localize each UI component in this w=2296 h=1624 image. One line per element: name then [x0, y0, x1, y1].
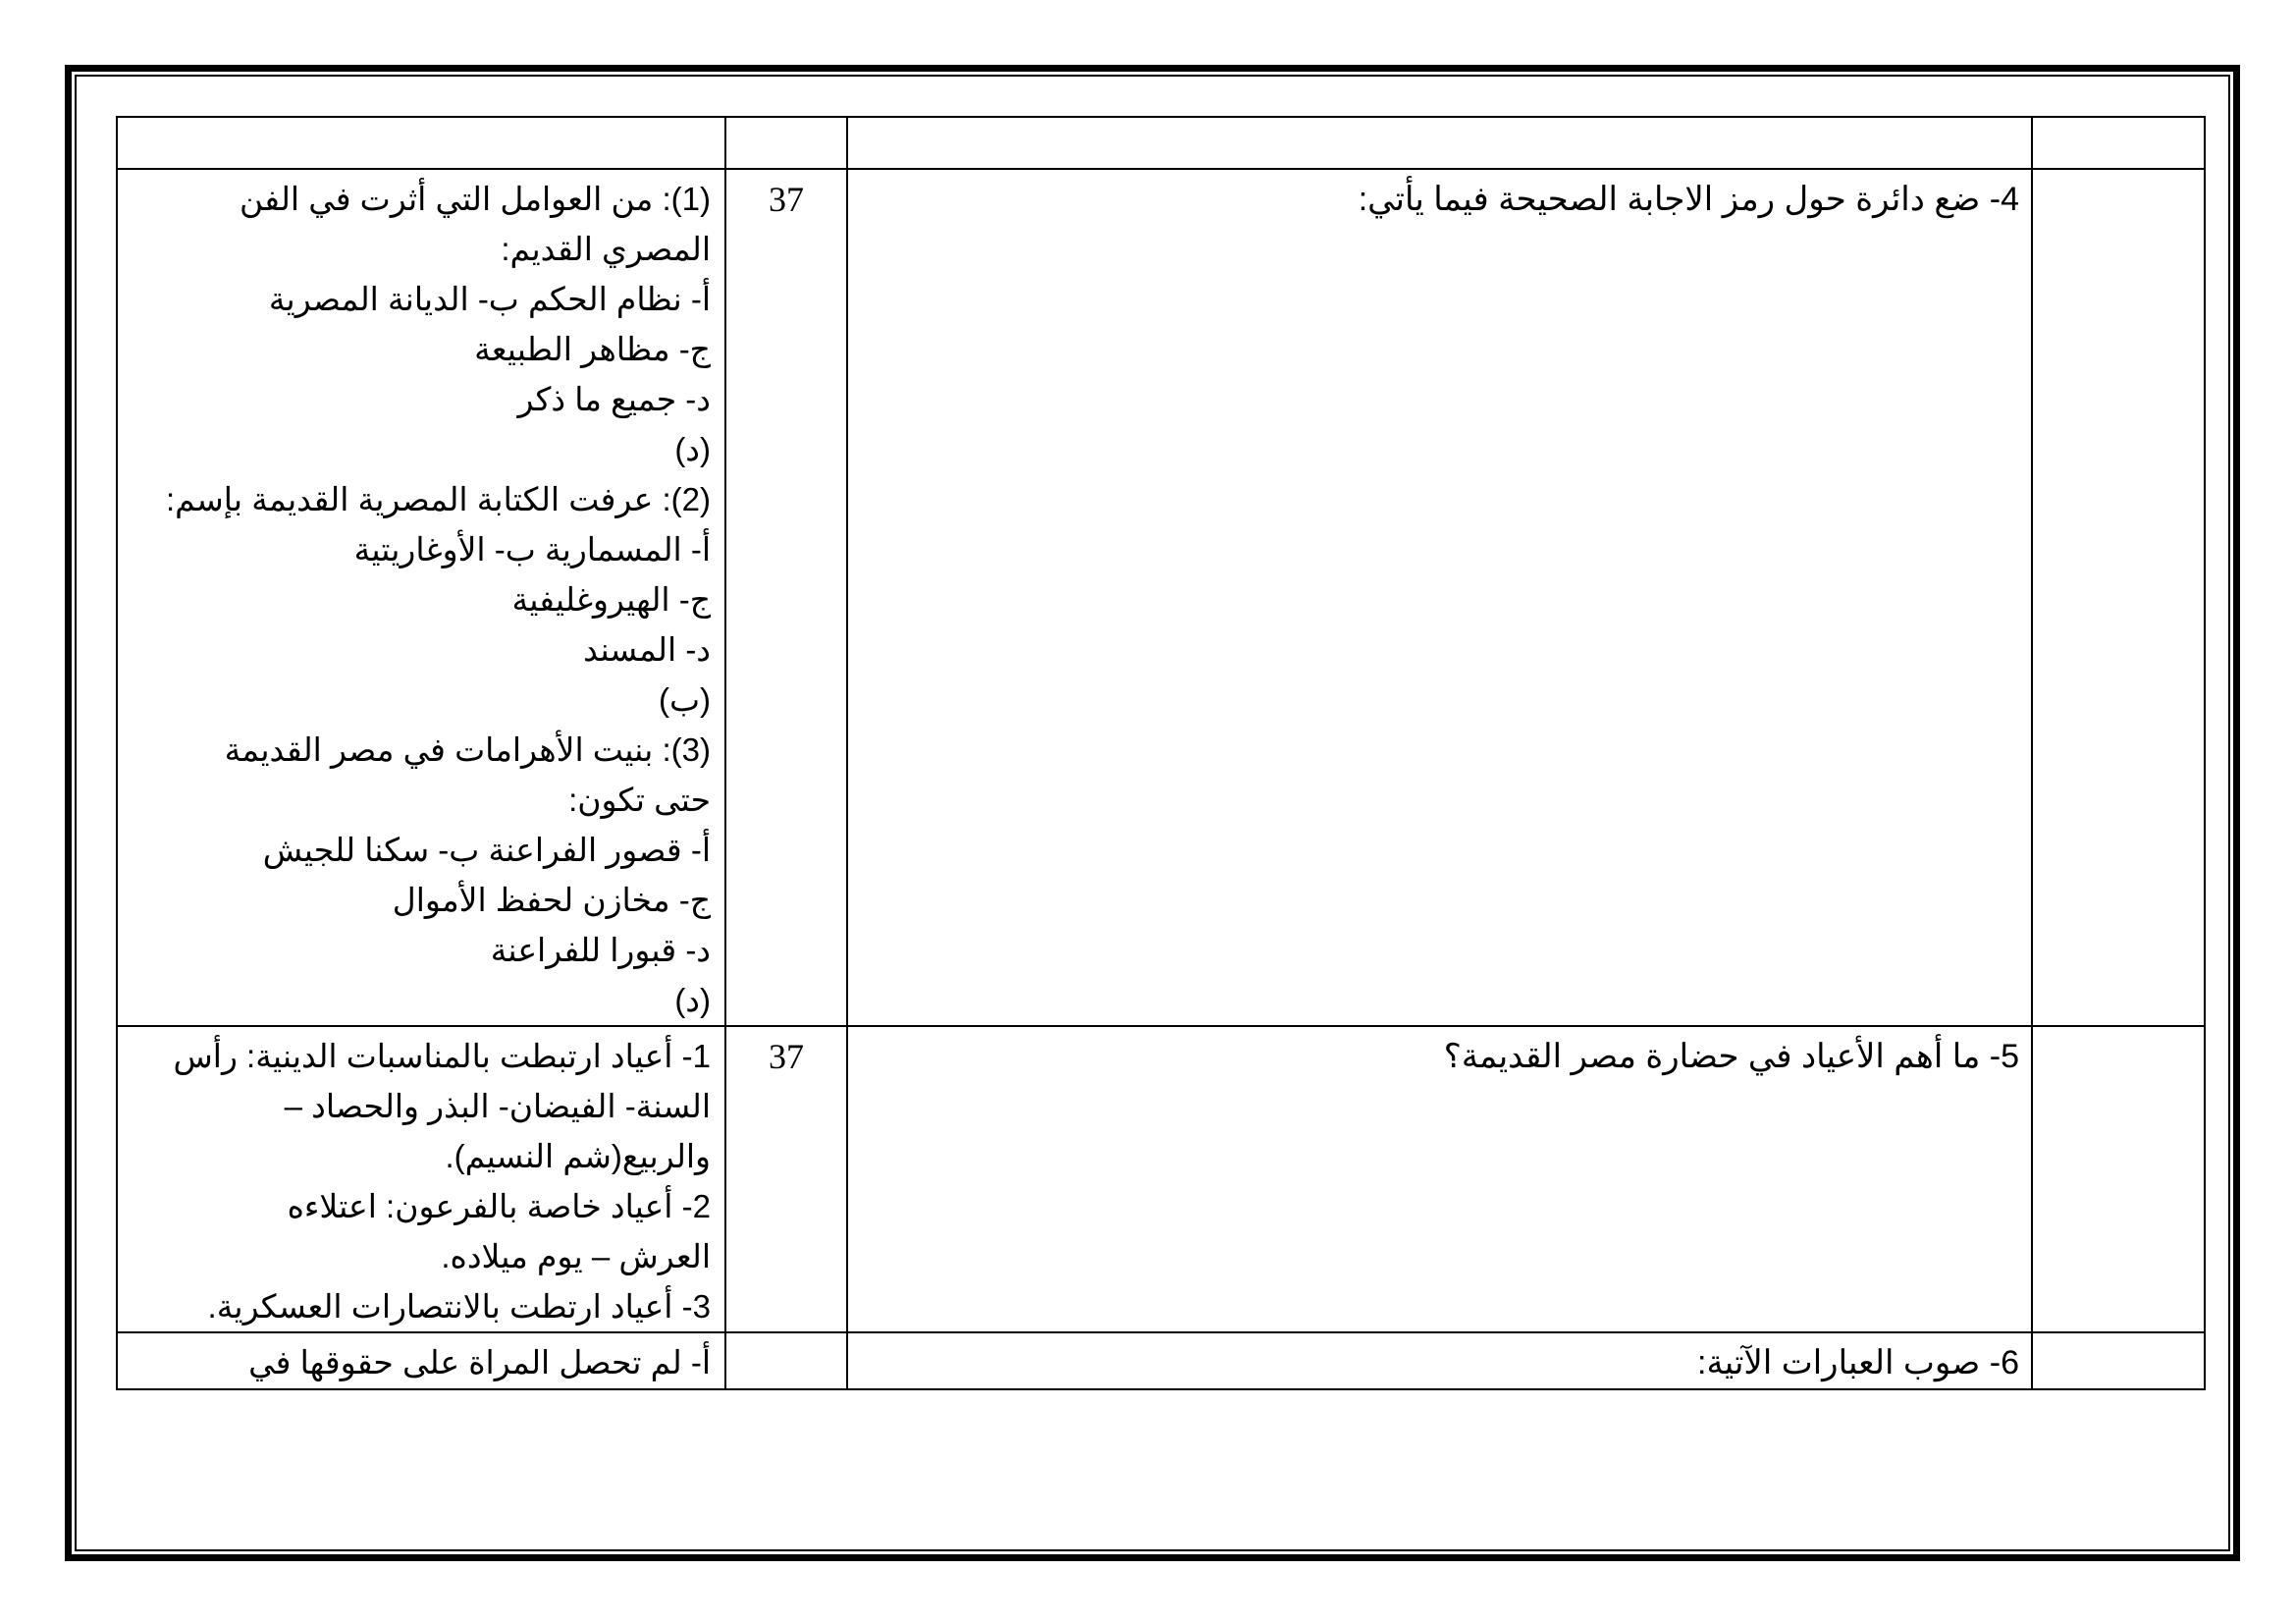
- answer-line: ج- مخازن لحفظ الأموال: [392, 882, 711, 918]
- answer-line: المصري القديم:: [501, 231, 711, 267]
- row-number-cell: [2032, 1332, 2205, 1389]
- answer-line: (3): بنيت الأهرامات في مصر القديمة: [224, 731, 711, 768]
- page-number-cell: 37: [725, 1026, 847, 1332]
- answer-line: أ- نظام الحكم ب- الديانة المصرية: [268, 281, 711, 317]
- row-number-cell: [2032, 117, 2205, 169]
- answer-cell: [117, 1026, 725, 1332]
- answer-line: أ- المسمارية ب- الأوغاريتية: [353, 531, 711, 568]
- answer-key-table: [116, 116, 2204, 1384]
- answer-line: أ- لم تحصل المراة على حقوقها في: [248, 1344, 711, 1380]
- answer-line: (1): من العوامل التي أثرت في الفن: [240, 181, 711, 217]
- row-number-cell: [2032, 1026, 2205, 1332]
- answer-line: والربيع(شم النسيم).: [445, 1138, 711, 1174]
- answer-line: (2): عرفت الكتابة المصرية القديمة بإسم:: [166, 481, 711, 517]
- page-number-cell: [725, 117, 847, 169]
- answer-cell: [117, 1332, 725, 1389]
- table-row: [117, 169, 2205, 1026]
- answer-line: ج- مظاهر الطبيعة: [474, 331, 711, 367]
- answer-line: 3- أعياد ارتطت بالانتصارات العسكرية.: [207, 1288, 711, 1325]
- answer-line: د- المسند: [583, 631, 711, 668]
- answer-line: حتى تكون:: [568, 782, 711, 818]
- answer-line: أ- قصور الفراعنة ب- سكنا للجيش: [262, 832, 711, 868]
- question-cell: 5- ما أهم الأعياد في حضارة مصر القديمة؟: [847, 1026, 2032, 1332]
- question-cell: 6- صوب العبارات الآتية:: [847, 1332, 2032, 1389]
- row-number-cell: [2032, 169, 2205, 1026]
- answer-line: (د): [674, 431, 711, 467]
- answer-cell: [117, 117, 725, 169]
- answer-line: 1- أعياد ارتبطت بالمناسبات الدينية: رأس: [173, 1038, 711, 1074]
- table-row: [117, 117, 2205, 169]
- answer-line: العرش – يوم ميلاده.: [441, 1238, 711, 1274]
- table-row: [117, 1332, 2205, 1389]
- question-cell: 4- ضع دائرة حول رمز الاجابة الصحيحة فيما يأتي:: [847, 169, 2032, 1026]
- answer-line: ج- الهيروغليفية: [511, 581, 711, 618]
- answer-line: السنة- الفيضان- البذر والحصاد –: [284, 1088, 711, 1124]
- page-number-cell: [725, 1332, 847, 1389]
- page-number-cell: 37: [725, 169, 847, 1026]
- answer-line: 2- أعياد خاصة بالفرعون: اعتلاءه: [287, 1188, 711, 1224]
- answer-line: د- جميع ما ذكر: [517, 381, 711, 417]
- answer-cell: [117, 169, 725, 1026]
- answer-line: (ب): [658, 681, 711, 718]
- question-cell: [847, 117, 2032, 169]
- answer-line: د- قبورا للفراعنة: [490, 932, 711, 968]
- table-row: [117, 1026, 2205, 1332]
- answer-line: (د): [674, 982, 711, 1018]
